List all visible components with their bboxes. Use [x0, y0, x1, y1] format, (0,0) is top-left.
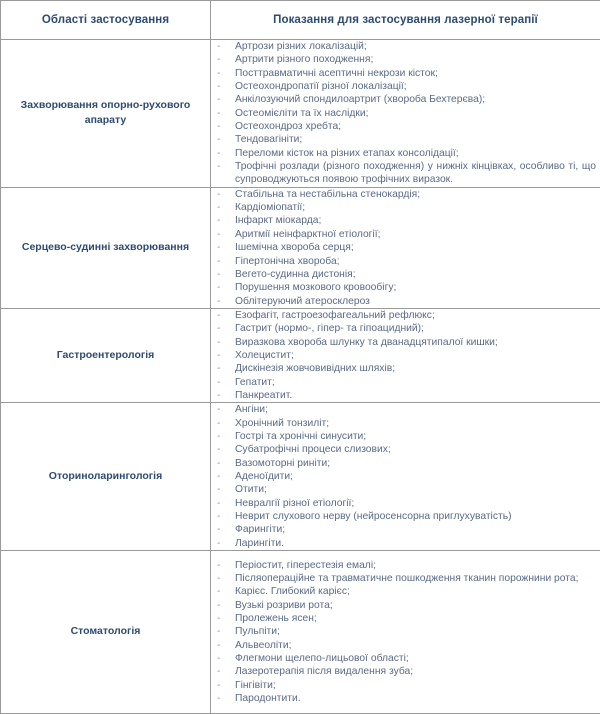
list-item — [211, 497, 600, 510]
list-item — [211, 639, 600, 652]
bullet-dash-icon: - — [217, 389, 220, 402]
list-item — [211, 241, 600, 254]
bullet-dash-icon: - — [217, 639, 220, 652]
column-header-application-areas: Області застосування — [1, 1, 211, 40]
list-item-text: Артрити різного походження; — [235, 54, 373, 65]
bullet-dash-icon: - — [217, 241, 220, 254]
list-item — [211, 599, 600, 612]
bullet-dash-icon: - — [217, 417, 220, 430]
list-item — [211, 483, 600, 496]
bullet-dash-icon: - — [217, 443, 220, 456]
bullet-dash-icon: - — [217, 295, 220, 308]
list-item-text: Пародонтити. — [235, 693, 301, 704]
list-item — [211, 665, 600, 678]
table-row — [1, 308, 600, 402]
area-cell-otorhinolaryngology: Оториноларингологія — [1, 403, 211, 551]
list-item-text: Вегето-судинна дистонія; — [235, 269, 356, 280]
list-item-text: Холецистит; — [235, 350, 294, 361]
bullet-dash-icon: - — [217, 692, 220, 705]
bullet-dash-icon: - — [217, 665, 220, 678]
list-item-text: Ларингіти. — [235, 538, 284, 549]
list-item-text: Неврит слухового нерву (нейросенсорна приглухуватість) — [235, 511, 512, 522]
list-item — [211, 281, 600, 294]
indications-cell-musculoskeletal — [211, 40, 600, 188]
bullet-dash-icon: - — [217, 497, 220, 510]
list-item — [211, 523, 600, 536]
list-item-text: Трофічні розлади (різного походження) у нижніх кінцівках, особливо ті, що супроводжуються появою трофічних виразок. — [235, 161, 596, 185]
list-item — [211, 612, 600, 625]
list-item-text: Отити; — [235, 484, 267, 495]
list-item-text: Лазеротерапія після видалення зуба; — [235, 666, 413, 677]
list-item — [211, 625, 600, 638]
bullet-dash-icon: - — [217, 188, 220, 201]
indications-cell-dentistry — [211, 551, 600, 714]
bullet-dash-icon: - — [217, 470, 220, 483]
list-item-text: Субатрофічні процеси слизових; — [235, 444, 391, 455]
list-item-text: Посттравматичні асептичні некрози кісток; — [235, 68, 438, 79]
bullet-dash-icon: - — [217, 349, 220, 362]
indications-list — [211, 559, 600, 706]
list-item — [211, 457, 600, 470]
list-item-text: Пролежень ясен; — [235, 613, 317, 624]
list-item-text: Облітеруючий атеросклероз — [235, 296, 370, 307]
list-item — [211, 133, 600, 146]
list-item — [211, 362, 600, 375]
bullet-dash-icon: - — [217, 679, 220, 692]
list-item — [211, 93, 600, 106]
bullet-dash-icon: - — [217, 430, 220, 443]
table-row — [1, 403, 600, 551]
list-item-text: Порушення мозкового кровообігу; — [235, 282, 396, 293]
list-item-text: Остеомієліти та їх наслідки; — [235, 108, 369, 119]
list-item-text: Альвеоліти; — [235, 640, 291, 651]
bullet-dash-icon: - — [217, 652, 220, 665]
list-item — [211, 537, 600, 550]
bullet-dash-icon: - — [217, 40, 220, 53]
list-item-text: Панкреатит. — [235, 390, 292, 401]
bullet-dash-icon: - — [217, 147, 220, 160]
table-body — [1, 40, 600, 714]
list-item — [211, 389, 600, 402]
list-item-text: Остеохондропатії різної локалізації; — [235, 81, 407, 92]
bullet-dash-icon: - — [217, 336, 220, 349]
bullet-dash-icon: - — [217, 214, 220, 227]
list-item-text: Післяопераційне та травматичне пошкодження тканин порожнини рота; — [235, 573, 578, 584]
bullet-dash-icon: - — [217, 376, 220, 389]
bullet-dash-icon: - — [217, 612, 220, 625]
bullet-dash-icon: - — [217, 255, 220, 268]
list-item — [211, 470, 600, 483]
bullet-dash-icon: - — [217, 585, 220, 598]
list-item-text: Анкілозуючий спондилоартрит (хвороба Бехтерєва); — [235, 94, 485, 105]
indications-list — [211, 40, 600, 187]
bullet-dash-icon: - — [217, 309, 220, 322]
area-cell-musculoskeletal: Захворювання опорно-рухового апарату — [1, 40, 211, 188]
list-item-text: Хронічний тонзиліт; — [235, 418, 329, 429]
list-item — [211, 214, 600, 227]
list-item — [211, 40, 600, 53]
bullet-dash-icon: - — [217, 572, 220, 585]
bullet-dash-icon: - — [217, 523, 220, 536]
list-item-text: Тендовагініти; — [235, 134, 302, 145]
bullet-dash-icon: - — [217, 160, 220, 173]
area-cell-dentistry: Стоматологія — [1, 551, 211, 714]
list-item — [211, 295, 600, 308]
indications-list — [211, 309, 600, 402]
list-item — [211, 255, 600, 268]
list-item — [211, 322, 600, 335]
list-item-text: Гастрит (нормо-, гіпер- та гіпоацидний); — [235, 323, 424, 334]
indications-cell-cardiovascular — [211, 187, 600, 308]
list-item — [211, 652, 600, 665]
list-item — [211, 80, 600, 93]
bullet-dash-icon: - — [217, 599, 220, 612]
list-item-text: Вазомоторні риніти; — [235, 458, 330, 469]
list-item — [211, 559, 600, 572]
list-item-text: Ангіни; — [235, 404, 268, 415]
list-item — [211, 228, 600, 241]
list-item-text: Аритмії неінфарктної етіології; — [235, 229, 380, 240]
bullet-dash-icon: - — [217, 201, 220, 214]
table-header — [1, 1, 600, 40]
list-item-text: Вузькі розриви рота; — [235, 600, 333, 611]
list-item-text: Кардіоміопатії; — [235, 202, 305, 213]
area-cell-cardiovascular: Серцево-судинні захворювання — [1, 187, 211, 308]
bullet-dash-icon: - — [217, 483, 220, 496]
list-item-text: Гіпертонічна хвороба; — [235, 256, 340, 267]
list-item — [211, 679, 600, 692]
bullet-dash-icon: - — [217, 559, 220, 572]
table-header-row — [1, 1, 600, 40]
indications-cell-gastroenterology — [211, 308, 600, 402]
area-cell-gastroenterology: Гастроентерологія — [1, 308, 211, 402]
list-item — [211, 309, 600, 322]
bullet-dash-icon: - — [217, 228, 220, 241]
list-item-text: Фарингіти; — [235, 524, 285, 535]
list-item — [211, 160, 600, 187]
list-item-text: Переломи кісток на різних етапах консолідації; — [235, 148, 459, 159]
indications-cell-otorhinolaryngology — [211, 403, 600, 551]
list-item-text: Виразкова хвороба шлунку та дванадцятипалої кишки; — [235, 337, 498, 348]
list-item-text: Стабільна та нестабільна стенокардія; — [235, 189, 420, 200]
list-item — [211, 430, 600, 443]
list-item — [211, 268, 600, 281]
bullet-dash-icon: - — [217, 625, 220, 638]
bullet-dash-icon: - — [217, 510, 220, 523]
bullet-dash-icon: - — [217, 403, 220, 416]
bullet-dash-icon: - — [217, 268, 220, 281]
list-item-text: Гінгівіти; — [235, 680, 276, 691]
column-header-indications: Показання для застосування лазерної терапії — [211, 1, 600, 40]
list-item — [211, 107, 600, 120]
list-item-text: Аденоїдити; — [235, 471, 293, 482]
table-row — [1, 40, 600, 188]
list-item-text: Дискінезія жовчовивідних шляхів; — [235, 363, 395, 374]
list-item — [211, 201, 600, 214]
list-item-text: Гепатит; — [235, 377, 275, 388]
list-item-text: Невралгії різної етіології; — [235, 498, 354, 509]
list-item — [211, 417, 600, 430]
list-item — [211, 572, 600, 585]
list-item — [211, 403, 600, 416]
list-item — [211, 120, 600, 133]
list-item-text: Езофагіт, гастроезофагеальний рефлюкс; — [235, 310, 435, 321]
bullet-dash-icon: - — [217, 281, 220, 294]
bullet-dash-icon: - — [217, 53, 220, 66]
list-item-text: Остеохондроз хребта; — [235, 121, 341, 132]
bullet-dash-icon: - — [217, 537, 220, 550]
list-item-text: Флегмони щелепо-лицьової області; — [235, 653, 409, 664]
list-item — [211, 67, 600, 80]
list-item — [211, 376, 600, 389]
list-item-text: Інфаркт міокарда; — [235, 215, 321, 226]
list-item — [211, 188, 600, 201]
list-item-text: Артрози різних локалізацій; — [235, 41, 367, 52]
list-item-text: Періостит, гіперестезія емалі; — [235, 560, 376, 571]
table-row — [1, 551, 600, 714]
indications-list — [211, 188, 600, 308]
bullet-dash-icon: - — [217, 457, 220, 470]
bullet-dash-icon: - — [217, 322, 220, 335]
list-item — [211, 53, 600, 66]
list-item-text: Карієс. Глибокий карієс; — [235, 586, 350, 597]
bullet-dash-icon: - — [217, 133, 220, 146]
list-item — [211, 692, 600, 705]
bullet-dash-icon: - — [217, 362, 220, 375]
list-item-text: Пульпіти; — [235, 626, 280, 637]
list-item — [211, 585, 600, 598]
table-row — [1, 187, 600, 308]
bullet-dash-icon: - — [217, 80, 220, 93]
indications-list — [211, 403, 600, 550]
list-item — [211, 147, 600, 160]
list-item — [211, 443, 600, 456]
bullet-dash-icon: - — [217, 120, 220, 133]
bullet-dash-icon: - — [217, 67, 220, 80]
list-item-text: Гострі та хронічні синусити; — [235, 431, 366, 442]
bullet-dash-icon: - — [217, 107, 220, 120]
list-item — [211, 349, 600, 362]
bullet-dash-icon: - — [217, 93, 220, 106]
list-item-text: Ішемічна хвороба серця; — [235, 242, 354, 253]
list-item — [211, 336, 600, 349]
list-item — [211, 510, 600, 523]
